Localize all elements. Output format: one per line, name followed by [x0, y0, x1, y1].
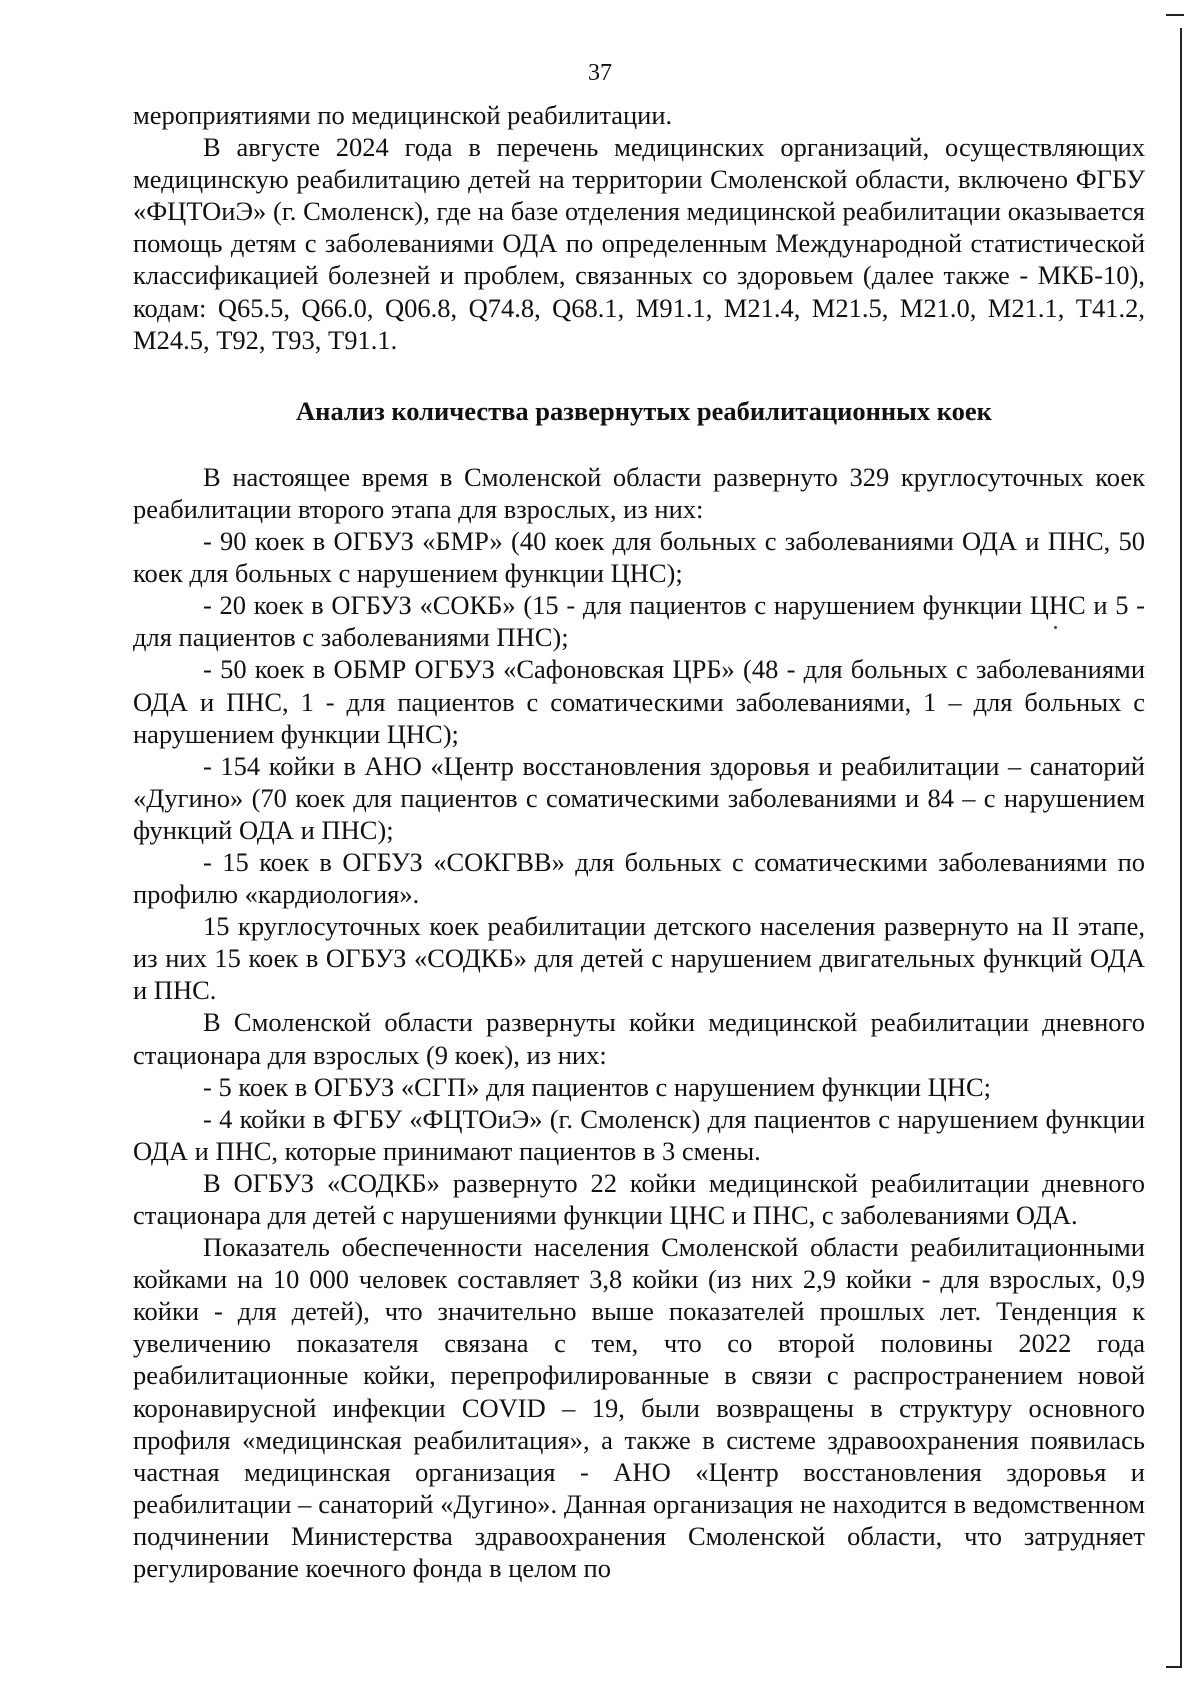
document-body	[133, 99, 1145, 1584]
list-item-bmr: - 90 коек в ОГБУЗ «БМР» (40 коек для больных с заболеваниями ОДА и ПНС, 50 коек для больных с нарушением функции ЦНС);	[133, 526, 1145, 589]
page-number: 37	[588, 60, 612, 86]
paragraph-indicator: Показатель обеспеченности населения Смоленской области реабилитационными койками на 10 000 человек составляет 3,8 койки (из них 2,9 койки - для взрослых, 0,9 койки - для детей), что значительно выше показателей прошлых лет. Тенденция к увеличению показателя связана с тем, что со второй половины 2022 года реабилитационные койки, перепрофилированные в связи с распространением новой коронавирусной инфекции COVID – 19, были возвращены в структуру основного профиля «медицинская реабилитация», а также в системе здравоохранения появилась частная медицинская организация - АНО «Центр восстановления здоровья и реабилитации – санаторий «Дугино». Данная организация не находится в ведомственном подчинении Министерства здравоохранения Смоленской области, что затрудняет регулирование коечного фонда в целом по	[133, 1232, 1145, 1584]
scan-speck	[1054, 626, 1057, 629]
paragraph-adult-beds-intro: В настоящее время в Смоленской области развернуто 329 круглосуточных коек реабилитации второго этапа для взрослых, из них:	[133, 461, 1145, 524]
list-item-sokgvv: - 15 коек в ОГБУЗ «СОКГВВ» для больных с соматическими заболеваниями по профилю «кардиология».	[133, 846, 1145, 910]
section-heading: Анализ количества развернутых реабилитационных коек	[296, 395, 992, 426]
list-item-dugino: - 154 койки в АНО «Центр восстановления здоровья и реабилитации – санаторий «Дугино» (70 коек для пациентов с соматическими заболеваниями и 84 – с нарушением функций ОДА и ПНС);	[133, 750, 1145, 845]
list-item-safonovo: - 50 коек в ОБМР ОГБУЗ «Сафоновская ЦРБ» (48 - для больных с заболеваниями ОДА и ПНС, 1 - для пациентов с соматическими заболеваниями, 1 – для больных с нарушением функции ЦНС);	[133, 654, 1145, 749]
scan-edge-mark-top	[1166, 14, 1184, 16]
scan-edge-line	[1180, 28, 1182, 1668]
scan-edge-mark-bottom	[1166, 1666, 1182, 1668]
list-item-fctoie: - 4 койки в ФГБУ «ФЦТОиЭ» (г. Смоленск) для пациентов с нарушением функции ОДА и ПНС, которые принимают пациентов в 3 смены.	[133, 1103, 1145, 1166]
paragraph-august-2024: В августе 2024 года в перечень медицинских организаций, осуществляющих медицинскую реабилитацию детей на территории Смоленской области, включено ФГБУ «ФЦТОиЭ» (г. Смоленск), где на базе отделения медицинской реабилитации оказывается помощь детям с заболеваниями ОДА по определенным Международной статистической классификацией болезней и проблем, связанных со здоровьем (далее также - МКБ-10), кодам: Q65.5, Q66.0, Q06.8, Q74.8, Q68.1, М91.1, М21.4, М21.5, М21.0, М21.1, Т41.2, М24.5, Т92, Т93, Т91.1.	[133, 132, 1145, 355]
paragraph-continuation: мероприятиями по медицинской реабилитации.	[133, 100, 673, 130]
paragraph-children-beds: 15 круглосуточных коек реабилитации детского населения развернуто на II этапе, из них 15 коек в ОГБУЗ «СОДКБ» для детей с нарушением двигательных функций ОДА и ПНС.	[133, 911, 1145, 1006]
list-item-sokb: - 20 коек в ОГБУЗ «СОКБ» (15 - для пациентов с нарушением функции ЦНС и 5 - для пациентов с заболеваниями ПНС);	[133, 590, 1145, 653]
paragraph-sodkb-day: В ОГБУЗ «СОДКБ» развернуто 22 койки медицинской реабилитации дневного стационара для детей с нарушениями функции ЦНС и ПНС, с заболеваниями ОДА.	[133, 1167, 1145, 1230]
paragraph-day-hospital-intro: В Смоленской области развернуты койки медицинской реабилитации дневного стационара для взрослых (9 коек), из них:	[133, 1007, 1145, 1070]
list-item-sgp: - 5 коек в ОГБУЗ «СГП» для пациентов с нарушением функции ЦНС;	[203, 1071, 991, 1102]
